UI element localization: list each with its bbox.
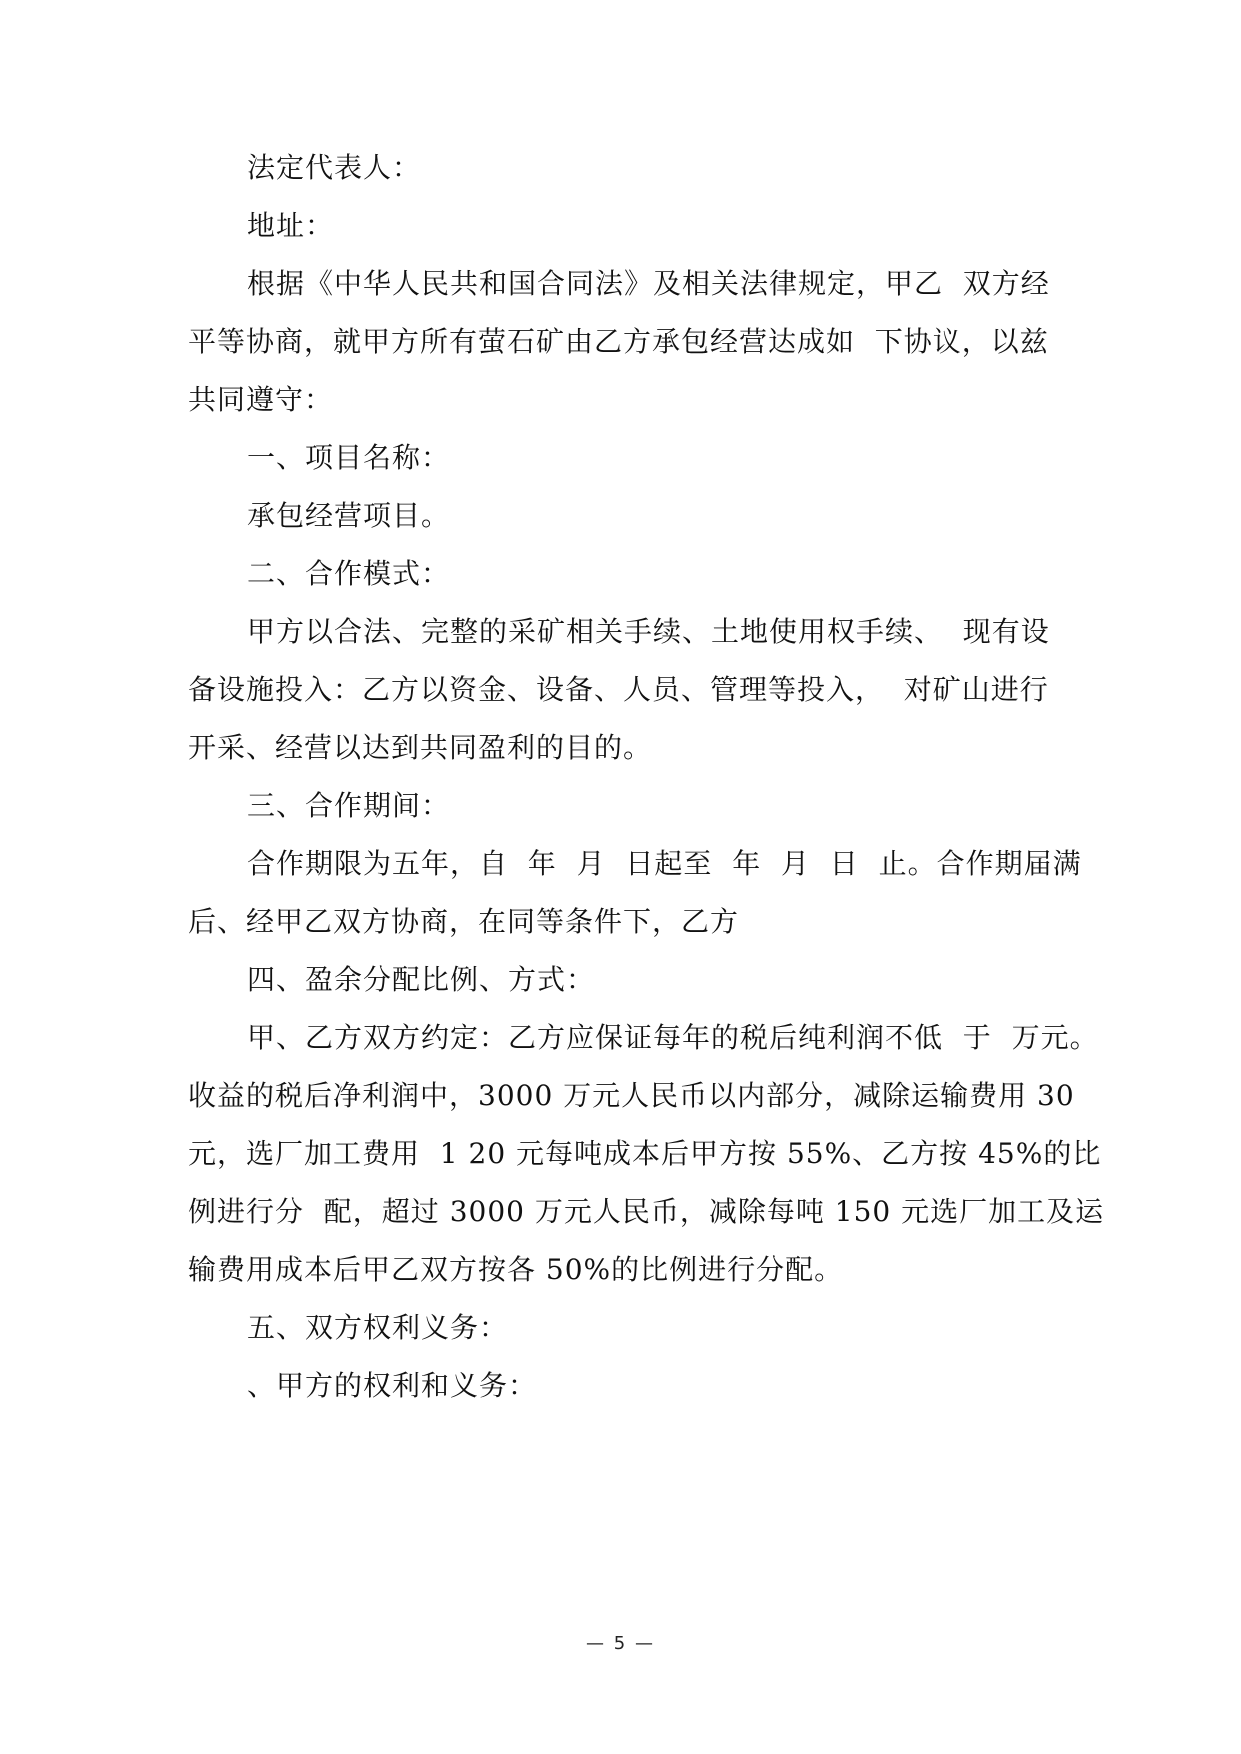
section-2-line-1: 甲方以合法、完整的采矿相关手续、土地使用权手续、 现有设 <box>247 615 1050 648</box>
section-heading-3: 三、合作期间： <box>247 789 451 822</box>
section-3-line-2: 后、经甲乙双方协商，在同等条件下，乙方 <box>188 905 740 938</box>
preamble-line-1: 根据《中华人民共和国合同法》及相关法律规定，甲乙 双方经 <box>247 267 1050 300</box>
section-heading-5: 五、双方权利义务： <box>247 1311 509 1344</box>
preamble-line-3: 共同遵守： <box>188 383 334 416</box>
section-heading-2: 二、合作模式： <box>247 557 451 590</box>
section-4-line-2: 收益的税后净利润中，3000 万元人民币以内部分，减除运输费用 30 <box>188 1079 1075 1112</box>
section-4-line-1: 甲、乙方双方约定：乙方应保证每年的税后纯利润不低 于 万元。 <box>247 1021 1099 1054</box>
legal-representative-label: 法定代表人： <box>247 151 422 184</box>
party-a-rights-heading: 、甲方的权利和义务： <box>247 1369 538 1402</box>
section-1-body: 承包经营项目。 <box>247 499 451 532</box>
section-4-line-5: 输费用成本后甲乙双方按各 50%的比例进行分配。 <box>188 1253 844 1286</box>
section-2-line-3: 开采、经营以达到共同盈利的目的。 <box>188 731 653 764</box>
section-4-line-4: 例进行分 配，超过 3000 万元人民币，减除每吨 150 元选厂加工及运 <box>188 1195 1105 1228</box>
preamble-line-2: 平等协商，就甲方所有萤石矿由乙方承包经营达成如 下协议，以兹 <box>188 325 1049 358</box>
section-3-line-1: 合作期限为五年，自 年 月 日起至 年 月 日 止。合作期届满 <box>247 847 1082 880</box>
section-2-line-2: 备设施投入：乙方以资金、设备、人员、管理等投入， 对矿山进行 <box>188 673 1049 706</box>
section-4-line-3: 元，选厂加工费用 1 20 元每吨成本后甲方按 55%、乙方按 45%的比 <box>188 1137 1102 1170</box>
address-label: 地址： <box>247 209 335 242</box>
page-number: — 5 — <box>586 1633 655 1654</box>
section-heading-1: 一、项目名称： <box>247 441 451 474</box>
section-heading-4: 四、盈余分配比例、方式： <box>247 963 596 996</box>
